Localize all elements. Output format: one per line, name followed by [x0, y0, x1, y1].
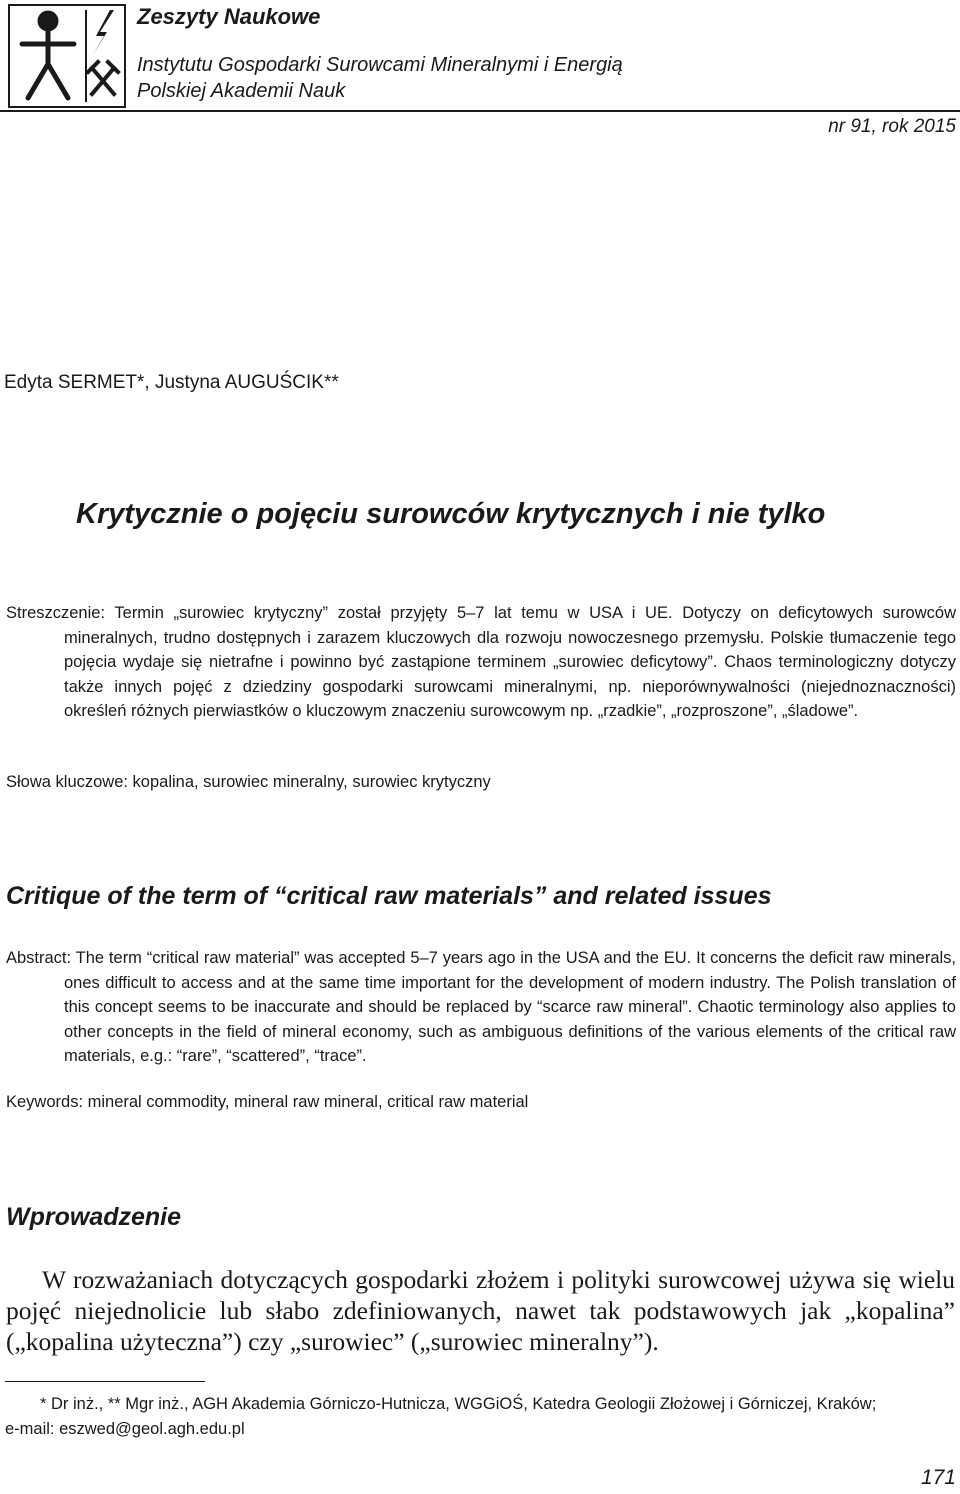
footnote-affiliation: * Dr inż., ** Mgr inż., AGH Akademia Górniczo-Hutnicza, WGGiOŚ, Katedra Geologii Złożowej i Górniczej, Kraków; [40, 1395, 877, 1413]
footnote-email: e-mail: eszwed@geol.agh.edu.pl [5, 1420, 245, 1438]
abstract-pl-text: Streszczenie: Termin „surowiec krytyczny” został przyjęty 5–7 lat temu w USA i UE. Dotyczy on deficytowych surowców mineralnych, trudno dostępnych i zarazem kluczowych dla rozwoju nowoczesnego przemysłu. Polskie tłumaczenie tego pojęcia wydaje się nietrafne i powinno być zastąpione terminem „surowiec deficytowy”. Chaos terminologiczny dotyczy także innych pojęć z dziedziny gospodarki surowcami mineralnymi, np. nieporównywalności (niejednoznaczności) określeń różnych pierwiastków o kluczowym znaczeniu surowcowym np. „rzadkie”, „rozproszone”, „śladowe”. [6, 604, 956, 721]
introduction-paragraph: W rozważaniach dotyczących gospodarki złożem i polityki surowcowej używa się wielu pojęć niejednolicie lub słabo zdefiniowanych, nawet tak podstawowych jak „kopalina” („kopalina użyteczna”) czy „surowiec” („surowiec mineralny”). [6, 1265, 955, 1356]
section-heading-introduction: Wprowadzenie [6, 1203, 182, 1231]
crossed-hammers-icon [88, 62, 118, 94]
human-figure-icon [22, 13, 74, 98]
authors: Edyta SERMET*, Justyna AUGUŚCIK** [4, 372, 339, 393]
page-number: 171 [920, 1466, 956, 1489]
abstract-en [6, 946, 956, 1069]
journal-logo [8, 4, 126, 108]
footnote [5, 1392, 957, 1442]
keywords-pl: Słowa kluczowe: kopalina, surowiec mineralny, surowiec krytyczny [6, 773, 491, 791]
introduction-body [6, 1264, 955, 1357]
institute-name [137, 52, 623, 104]
abstract-en-text: Abstract: The term “critical raw material” was accepted 5–7 years ago in the USA and the EU. It concerns the deficit raw minerals, ones difficult to access and at the same time important for the development of modern industry. The Polish translation of this concept seems to be inaccurate and should be replaced by “scarce raw mineral”. Chaotic terminology also applies to other concepts in the field of mineral economy, such as ambiguous definitions of the various elements of the critical raw materials, e.g.: “rare”, “scattered”, “trace”. [6, 949, 956, 1066]
header-divider [0, 110, 960, 112]
article-title-en: Critique of the term of “critical raw materials” and related issues [6, 882, 772, 910]
journal-title: Zeszyty Naukowe [137, 4, 321, 29]
footnote-divider [5, 1381, 205, 1382]
institute-line-1: Instytutu Gospodarki Surowcami Mineralnymi i Energią [137, 54, 623, 76]
lightning-icon [92, 10, 114, 56]
institute-line-2: Polskiej Akademii Nauk [137, 80, 346, 102]
article-title-pl: Krytycznie o pojęciu surowców krytycznych i nie tylko [76, 498, 826, 530]
keywords-en: Keywords: mineral commodity, mineral raw mineral, critical raw material [6, 1093, 529, 1111]
abstract-pl [6, 601, 956, 724]
issue-number: nr 91, rok 2015 [828, 116, 956, 137]
